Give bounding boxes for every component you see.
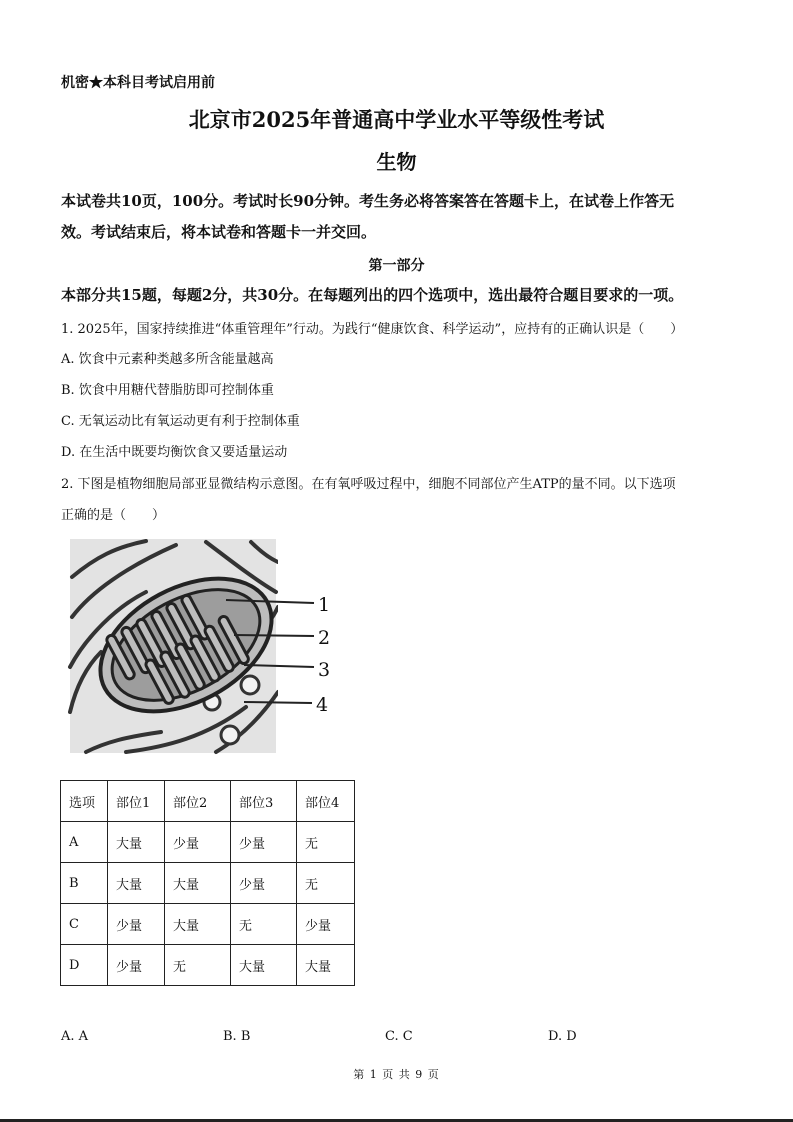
- table-cell: 少量: [231, 863, 297, 904]
- table-cell: A: [61, 822, 108, 863]
- q1-option-c: C. 无氧运动比有氧运动更有利于控制体重: [61, 414, 300, 429]
- figure-label-2: 2: [318, 627, 331, 649]
- q2-answer-a: A. A: [61, 1029, 89, 1044]
- table-row: [61, 822, 355, 863]
- table-row: [61, 863, 355, 904]
- page-footer: 第 1 页 共 9 页: [353, 1068, 440, 1081]
- table-cell: C: [61, 904, 108, 945]
- table-header-row: [61, 781, 355, 822]
- table-cell: 大量: [165, 904, 231, 945]
- table-header-cell: 部位3: [231, 781, 297, 822]
- subject-title: 生物: [376, 150, 417, 174]
- q2-answer-d: D. D: [548, 1029, 577, 1044]
- q2-stem-line-1: 2. 下图是植物细胞局部亚显微结构示意图。在有氧呼吸过程中，细胞不同部位产生ATP的量不同。以下选项: [61, 477, 676, 492]
- figure-label-3: 3: [318, 659, 331, 681]
- table-cell: 少量: [165, 822, 231, 863]
- table-cell: 无: [297, 822, 355, 863]
- q2-stem: [61, 469, 731, 531]
- table-cell: 大量: [108, 822, 165, 863]
- confidential-label: 机密★本科目考试启用前: [61, 75, 215, 91]
- table-cell: 无: [231, 904, 297, 945]
- table-cell: 少量: [231, 822, 297, 863]
- mitochondrion-figure: [66, 537, 346, 757]
- table-cell: 大量: [108, 863, 165, 904]
- q1-stem: 1. 2025年，国家持续推进“体重管理年”行动。为践行“健康饮食、科学运动”，应持有的正确认识是（ ）: [61, 322, 684, 337]
- q2-answer-b: B. B: [223, 1029, 251, 1044]
- table-cell: 少量: [297, 904, 355, 945]
- table-header-cell: 选项: [61, 781, 108, 822]
- q1-option-b: B. 饮食中用糖代替脂肪即可控制体重: [61, 383, 274, 398]
- instructions-line-1: 本试卷共10页，100分。考试时长90分钟。考生务必将答案答在答题卡上，在试卷上作答无: [61, 192, 675, 210]
- instructions: [61, 186, 731, 248]
- table-cell: 少量: [108, 904, 165, 945]
- figure-label-1: 1: [318, 594, 331, 616]
- table-cell: 无: [297, 863, 355, 904]
- table-cell: 无: [165, 945, 231, 986]
- table-cell: D: [61, 945, 108, 986]
- table-cell: B: [61, 863, 108, 904]
- options-table: [60, 780, 355, 986]
- part-title: 第一部分: [368, 258, 425, 274]
- q2-stem-line-2: 正确的是（ ）: [61, 508, 166, 523]
- table-cell: 大量: [231, 945, 297, 986]
- instructions-line-2: 效。考试结束后，将本试卷和答题卡一并交回。: [61, 223, 377, 241]
- table-cell: 少量: [108, 945, 165, 986]
- table-header-cell: 部位4: [297, 781, 355, 822]
- q1-option-a: A. 饮食中元素种类越多所含能量越高: [61, 352, 274, 367]
- table-row: [61, 904, 355, 945]
- q1-option-d: D. 在生活中既要均衡饮食又要适量运动: [61, 445, 288, 460]
- table-row: [61, 945, 355, 986]
- figure-label-4: 4: [316, 694, 329, 716]
- table-header-cell: 部位1: [108, 781, 165, 822]
- table-cell: 大量: [297, 945, 355, 986]
- q2-answer-c: C. C: [385, 1029, 413, 1044]
- table-cell: 大量: [165, 863, 231, 904]
- table-header-cell: 部位2: [165, 781, 231, 822]
- part-description: 本部分共15题，每题2分，共30分。在每题列出的四个选项中，选出最符合题目要求的一项。: [61, 286, 684, 304]
- exam-title: 北京市2025年普通高中学业水平等级性考试: [188, 107, 605, 132]
